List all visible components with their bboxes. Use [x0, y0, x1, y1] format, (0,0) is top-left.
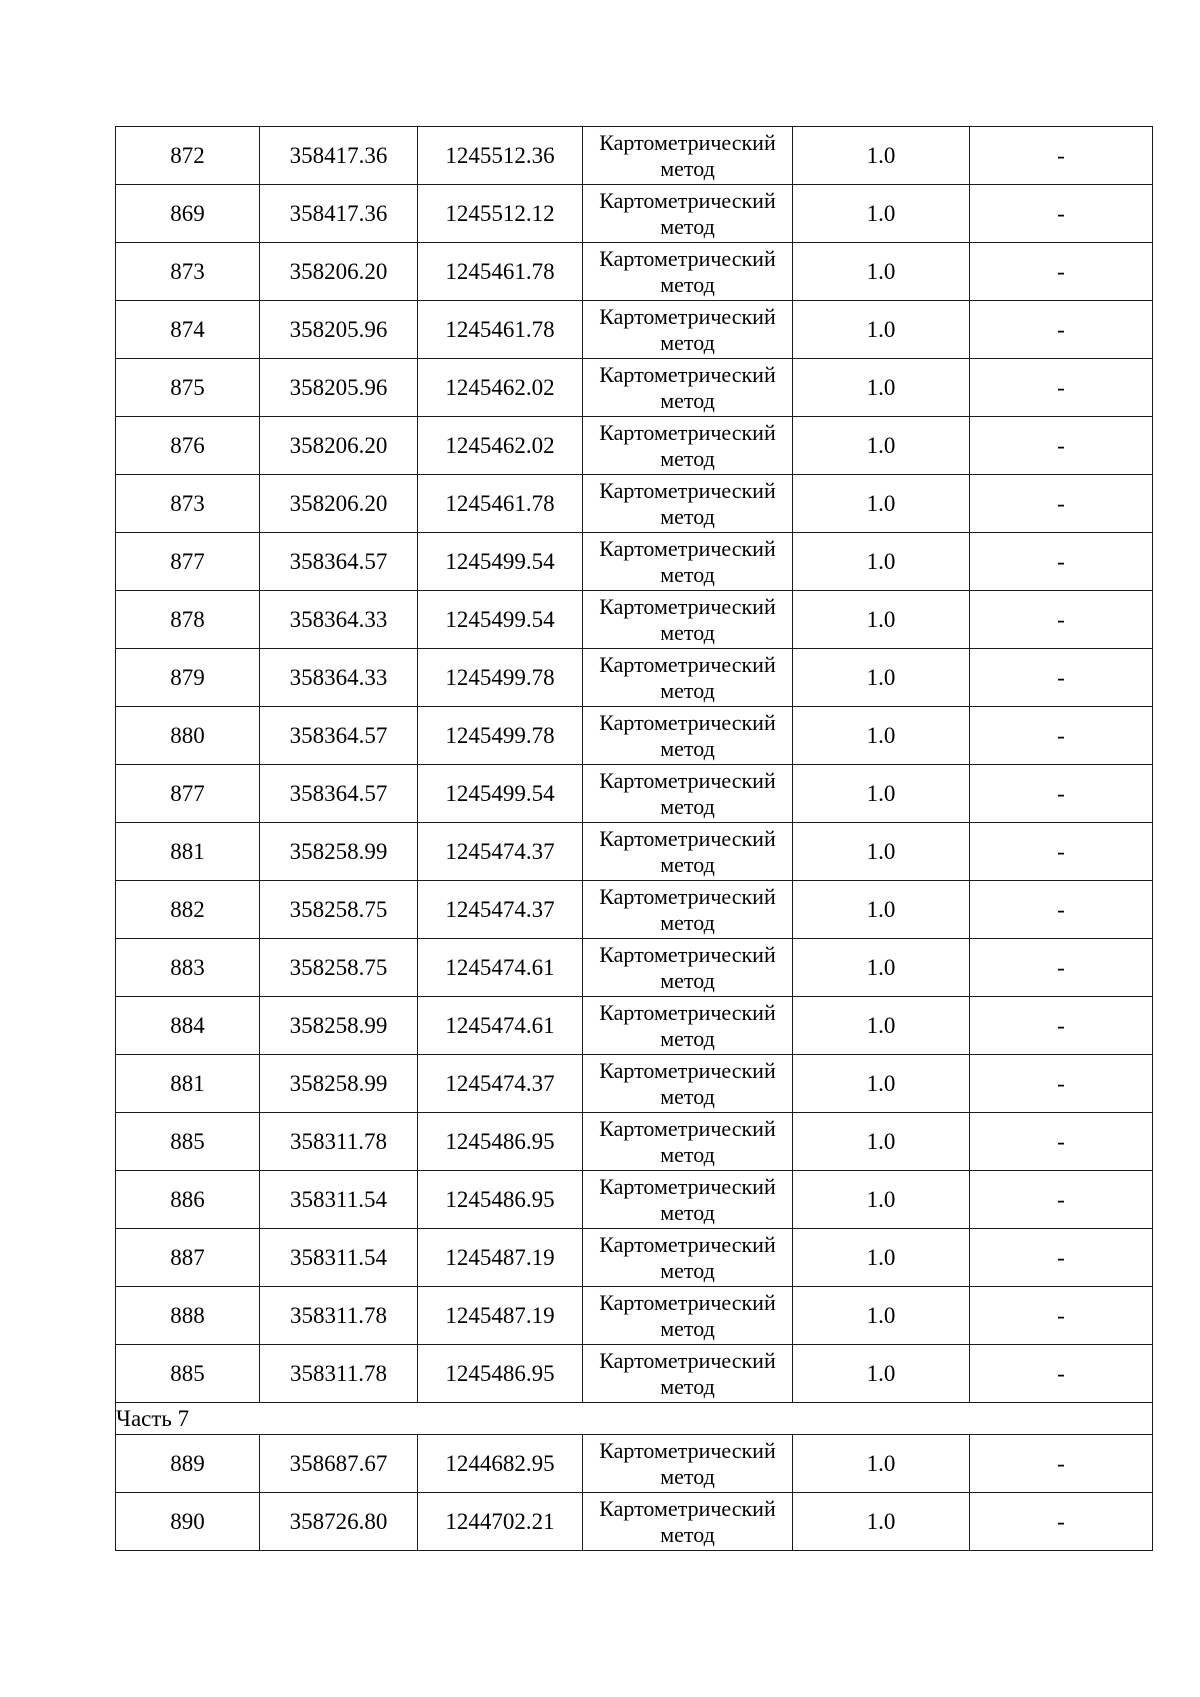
- table-row: [116, 823, 1153, 881]
- table-row: [116, 765, 1153, 823]
- x-coordinate-cell: 358206.20: [260, 475, 418, 533]
- table-row: [116, 997, 1153, 1055]
- note-cell: -: [970, 649, 1153, 707]
- x-coordinate-cell: 358258.99: [260, 823, 418, 881]
- method-cell: [583, 649, 793, 707]
- method-line-1: Картометрический: [599, 245, 776, 271]
- method-line-2: метод: [660, 735, 715, 761]
- method-line-1: Картометрический: [599, 187, 776, 213]
- method-cell: [583, 1113, 793, 1171]
- point-number-cell: 879: [116, 649, 260, 707]
- point-number-cell: 888: [116, 1287, 260, 1345]
- y-coordinate-cell: 1245499.54: [418, 591, 583, 649]
- note-cell: -: [970, 301, 1153, 359]
- note-cell: -: [970, 1055, 1153, 1113]
- method-cell: [583, 475, 793, 533]
- table-body: [116, 127, 1153, 1551]
- note-cell: -: [970, 591, 1153, 649]
- y-coordinate-cell: 1245462.02: [418, 359, 583, 417]
- note-cell: -: [970, 359, 1153, 417]
- method-line-2: метод: [660, 793, 715, 819]
- x-coordinate-cell: 358417.36: [260, 185, 418, 243]
- point-number-cell: 889: [116, 1435, 260, 1493]
- y-coordinate-cell: 1245499.78: [418, 649, 583, 707]
- method-cell: [583, 823, 793, 881]
- method-line-1: Картометрический: [599, 767, 776, 793]
- note-cell: -: [970, 881, 1153, 939]
- table-row: [116, 127, 1153, 185]
- table-row: [116, 707, 1153, 765]
- x-coordinate-cell: 358311.54: [260, 1229, 418, 1287]
- x-coordinate-cell: 358364.57: [260, 707, 418, 765]
- method-line-2: метод: [660, 619, 715, 645]
- x-coordinate-cell: 358258.75: [260, 939, 418, 997]
- accuracy-cell: 1.0: [793, 1287, 970, 1345]
- coordinates-table: [115, 126, 1153, 1551]
- accuracy-cell: 1.0: [793, 1171, 970, 1229]
- y-coordinate-cell: 1245474.37: [418, 881, 583, 939]
- table-row: [116, 417, 1153, 475]
- method-line-2: метод: [660, 329, 715, 355]
- x-coordinate-cell: 358687.67: [260, 1435, 418, 1493]
- point-number-cell: 881: [116, 1055, 260, 1113]
- point-number-cell: 872: [116, 127, 260, 185]
- note-cell: -: [970, 1435, 1153, 1493]
- point-number-cell: 873: [116, 475, 260, 533]
- point-number-cell: 887: [116, 1229, 260, 1287]
- method-line-2: метод: [660, 851, 715, 877]
- x-coordinate-cell: 358258.75: [260, 881, 418, 939]
- note-cell: -: [970, 1287, 1153, 1345]
- table-row: [116, 301, 1153, 359]
- table-row: [116, 649, 1153, 707]
- note-cell: -: [970, 823, 1153, 881]
- x-coordinate-cell: 358417.36: [260, 127, 418, 185]
- method-line-1: Картометрический: [599, 593, 776, 619]
- method-line-2: метод: [660, 677, 715, 703]
- note-cell: -: [970, 707, 1153, 765]
- accuracy-cell: 1.0: [793, 417, 970, 475]
- method-line-2: метод: [660, 1521, 715, 1547]
- method-line-2: метод: [660, 445, 715, 471]
- method-line-1: Картометрический: [599, 419, 776, 445]
- y-coordinate-cell: 1245474.61: [418, 997, 583, 1055]
- method-line-1: Картометрический: [599, 1115, 776, 1141]
- method-line-1: Картометрический: [599, 1495, 776, 1521]
- method-line-2: метод: [660, 387, 715, 413]
- point-number-cell: 885: [116, 1345, 260, 1403]
- accuracy-cell: 1.0: [793, 591, 970, 649]
- point-number-cell: 874: [116, 301, 260, 359]
- table-row: [116, 359, 1153, 417]
- method-line-2: метод: [660, 155, 715, 181]
- note-cell: -: [970, 1113, 1153, 1171]
- point-number-cell: 877: [116, 765, 260, 823]
- y-coordinate-cell: 1245461.78: [418, 243, 583, 301]
- table-row: [116, 939, 1153, 997]
- point-number-cell: 876: [116, 417, 260, 475]
- x-coordinate-cell: 358364.33: [260, 591, 418, 649]
- method-cell: [583, 1055, 793, 1113]
- method-cell: [583, 417, 793, 475]
- y-coordinate-cell: 1245499.54: [418, 533, 583, 591]
- method-cell: [583, 185, 793, 243]
- point-number-cell: 880: [116, 707, 260, 765]
- point-number-cell: 878: [116, 591, 260, 649]
- method-line-1: Картометрический: [599, 1437, 776, 1463]
- note-cell: -: [970, 127, 1153, 185]
- accuracy-cell: 1.0: [793, 823, 970, 881]
- x-coordinate-cell: 358364.57: [260, 765, 418, 823]
- x-coordinate-cell: 358205.96: [260, 359, 418, 417]
- method-line-1: Картометрический: [599, 1289, 776, 1315]
- accuracy-cell: 1.0: [793, 185, 970, 243]
- table-row: [116, 1435, 1153, 1493]
- y-coordinate-cell: 1245474.37: [418, 823, 583, 881]
- method-cell: [583, 359, 793, 417]
- method-cell: [583, 1287, 793, 1345]
- table-row: [116, 1055, 1153, 1113]
- y-coordinate-cell: 1245462.02: [418, 417, 583, 475]
- accuracy-cell: 1.0: [793, 359, 970, 417]
- y-coordinate-cell: 1245486.95: [418, 1171, 583, 1229]
- point-number-cell: 885: [116, 1113, 260, 1171]
- y-coordinate-cell: 1245512.12: [418, 185, 583, 243]
- accuracy-cell: 1.0: [793, 1435, 970, 1493]
- method-line-1: Картометрический: [599, 651, 776, 677]
- x-coordinate-cell: 358364.57: [260, 533, 418, 591]
- table-row: [116, 243, 1153, 301]
- method-line-2: метод: [660, 1315, 715, 1341]
- method-cell: [583, 1229, 793, 1287]
- y-coordinate-cell: 1245487.19: [418, 1287, 583, 1345]
- accuracy-cell: 1.0: [793, 127, 970, 185]
- method-line-1: Картометрический: [599, 1231, 776, 1257]
- accuracy-cell: 1.0: [793, 881, 970, 939]
- section-label: Часть 7: [116, 1403, 1153, 1435]
- method-cell: [583, 939, 793, 997]
- table-row: [116, 533, 1153, 591]
- y-coordinate-cell: 1245486.95: [418, 1345, 583, 1403]
- method-cell: [583, 997, 793, 1055]
- method-line-1: Картометрический: [599, 303, 776, 329]
- x-coordinate-cell: 358311.78: [260, 1345, 418, 1403]
- accuracy-cell: 1.0: [793, 301, 970, 359]
- note-cell: -: [970, 533, 1153, 591]
- method-line-2: метод: [660, 213, 715, 239]
- method-line-2: метод: [660, 909, 715, 935]
- method-line-2: метод: [660, 967, 715, 993]
- point-number-cell: 881: [116, 823, 260, 881]
- note-cell: -: [970, 1229, 1153, 1287]
- method-line-2: метод: [660, 1199, 715, 1225]
- method-line-1: Картометрический: [599, 941, 776, 967]
- accuracy-cell: 1.0: [793, 243, 970, 301]
- method-cell: [583, 301, 793, 359]
- table-row: [116, 1229, 1153, 1287]
- method-line-1: Картометрический: [599, 477, 776, 503]
- method-cell: [583, 533, 793, 591]
- y-coordinate-cell: 1245486.95: [418, 1113, 583, 1171]
- note-cell: -: [970, 417, 1153, 475]
- method-cell: [583, 1345, 793, 1403]
- y-coordinate-cell: 1245461.78: [418, 475, 583, 533]
- method-cell: [583, 1435, 793, 1493]
- method-line-2: метод: [660, 271, 715, 297]
- accuracy-cell: 1.0: [793, 475, 970, 533]
- accuracy-cell: 1.0: [793, 649, 970, 707]
- method-line-2: метод: [660, 1463, 715, 1489]
- x-coordinate-cell: 358726.80: [260, 1493, 418, 1551]
- y-coordinate-cell: 1245487.19: [418, 1229, 583, 1287]
- x-coordinate-cell: 358258.99: [260, 997, 418, 1055]
- table-row: [116, 1171, 1153, 1229]
- point-number-cell: 869: [116, 185, 260, 243]
- table-row: [116, 475, 1153, 533]
- accuracy-cell: 1.0: [793, 533, 970, 591]
- method-cell: [583, 1493, 793, 1551]
- point-number-cell: 877: [116, 533, 260, 591]
- note-cell: -: [970, 185, 1153, 243]
- method-line-1: Картометрический: [599, 883, 776, 909]
- table-row: [116, 1287, 1153, 1345]
- method-line-1: Картометрический: [599, 999, 776, 1025]
- table-row: [116, 185, 1153, 243]
- y-coordinate-cell: 1245474.37: [418, 1055, 583, 1113]
- x-coordinate-cell: 358206.20: [260, 243, 418, 301]
- point-number-cell: 882: [116, 881, 260, 939]
- y-coordinate-cell: 1245499.54: [418, 765, 583, 823]
- method-line-2: метод: [660, 1257, 715, 1283]
- table-row: [116, 591, 1153, 649]
- method-cell: [583, 1171, 793, 1229]
- note-cell: -: [970, 1171, 1153, 1229]
- note-cell: -: [970, 997, 1153, 1055]
- table-row: [116, 881, 1153, 939]
- accuracy-cell: 1.0: [793, 765, 970, 823]
- x-coordinate-cell: 358206.20: [260, 417, 418, 475]
- x-coordinate-cell: 358205.96: [260, 301, 418, 359]
- point-number-cell: 883: [116, 939, 260, 997]
- accuracy-cell: 1.0: [793, 1229, 970, 1287]
- method-cell: [583, 707, 793, 765]
- note-cell: -: [970, 243, 1153, 301]
- accuracy-cell: 1.0: [793, 1055, 970, 1113]
- method-line-1: Картометрический: [599, 1057, 776, 1083]
- table-row: [116, 1345, 1153, 1403]
- method-line-1: Картометрический: [599, 535, 776, 561]
- method-line-2: метод: [660, 1025, 715, 1051]
- point-number-cell: 873: [116, 243, 260, 301]
- method-line-1: Картометрический: [599, 129, 776, 155]
- method-line-1: Картометрический: [599, 825, 776, 851]
- accuracy-cell: 1.0: [793, 1113, 970, 1171]
- y-coordinate-cell: 1244702.21: [418, 1493, 583, 1551]
- x-coordinate-cell: 358258.99: [260, 1055, 418, 1113]
- y-coordinate-cell: 1245499.78: [418, 707, 583, 765]
- point-number-cell: 890: [116, 1493, 260, 1551]
- method-cell: [583, 127, 793, 185]
- note-cell: -: [970, 1493, 1153, 1551]
- x-coordinate-cell: 358311.54: [260, 1171, 418, 1229]
- method-line-2: метод: [660, 1141, 715, 1167]
- method-line-1: Картометрический: [599, 709, 776, 735]
- method-line-1: Картометрический: [599, 361, 776, 387]
- accuracy-cell: 1.0: [793, 939, 970, 997]
- method-line-2: метод: [660, 503, 715, 529]
- accuracy-cell: 1.0: [793, 1493, 970, 1551]
- accuracy-cell: 1.0: [793, 997, 970, 1055]
- accuracy-cell: 1.0: [793, 707, 970, 765]
- method-line-1: Картометрический: [599, 1347, 776, 1373]
- note-cell: -: [970, 1345, 1153, 1403]
- x-coordinate-cell: 358311.78: [260, 1113, 418, 1171]
- x-coordinate-cell: 358364.33: [260, 649, 418, 707]
- point-number-cell: 884: [116, 997, 260, 1055]
- method-cell: [583, 591, 793, 649]
- x-coordinate-cell: 358311.78: [260, 1287, 418, 1345]
- method-line-2: метод: [660, 1083, 715, 1109]
- point-number-cell: 875: [116, 359, 260, 417]
- y-coordinate-cell: 1244682.95: [418, 1435, 583, 1493]
- method-line-2: метод: [660, 561, 715, 587]
- note-cell: -: [970, 939, 1153, 997]
- method-cell: [583, 243, 793, 301]
- table-row: [116, 1493, 1153, 1551]
- note-cell: -: [970, 765, 1153, 823]
- table-row: [116, 1113, 1153, 1171]
- method-line-2: метод: [660, 1373, 715, 1399]
- point-number-cell: 886: [116, 1171, 260, 1229]
- method-line-1: Картометрический: [599, 1173, 776, 1199]
- method-cell: [583, 881, 793, 939]
- y-coordinate-cell: 1245512.36: [418, 127, 583, 185]
- note-cell: -: [970, 475, 1153, 533]
- accuracy-cell: 1.0: [793, 1345, 970, 1403]
- y-coordinate-cell: 1245461.78: [418, 301, 583, 359]
- section-row: [116, 1403, 1153, 1435]
- y-coordinate-cell: 1245474.61: [418, 939, 583, 997]
- method-cell: [583, 765, 793, 823]
